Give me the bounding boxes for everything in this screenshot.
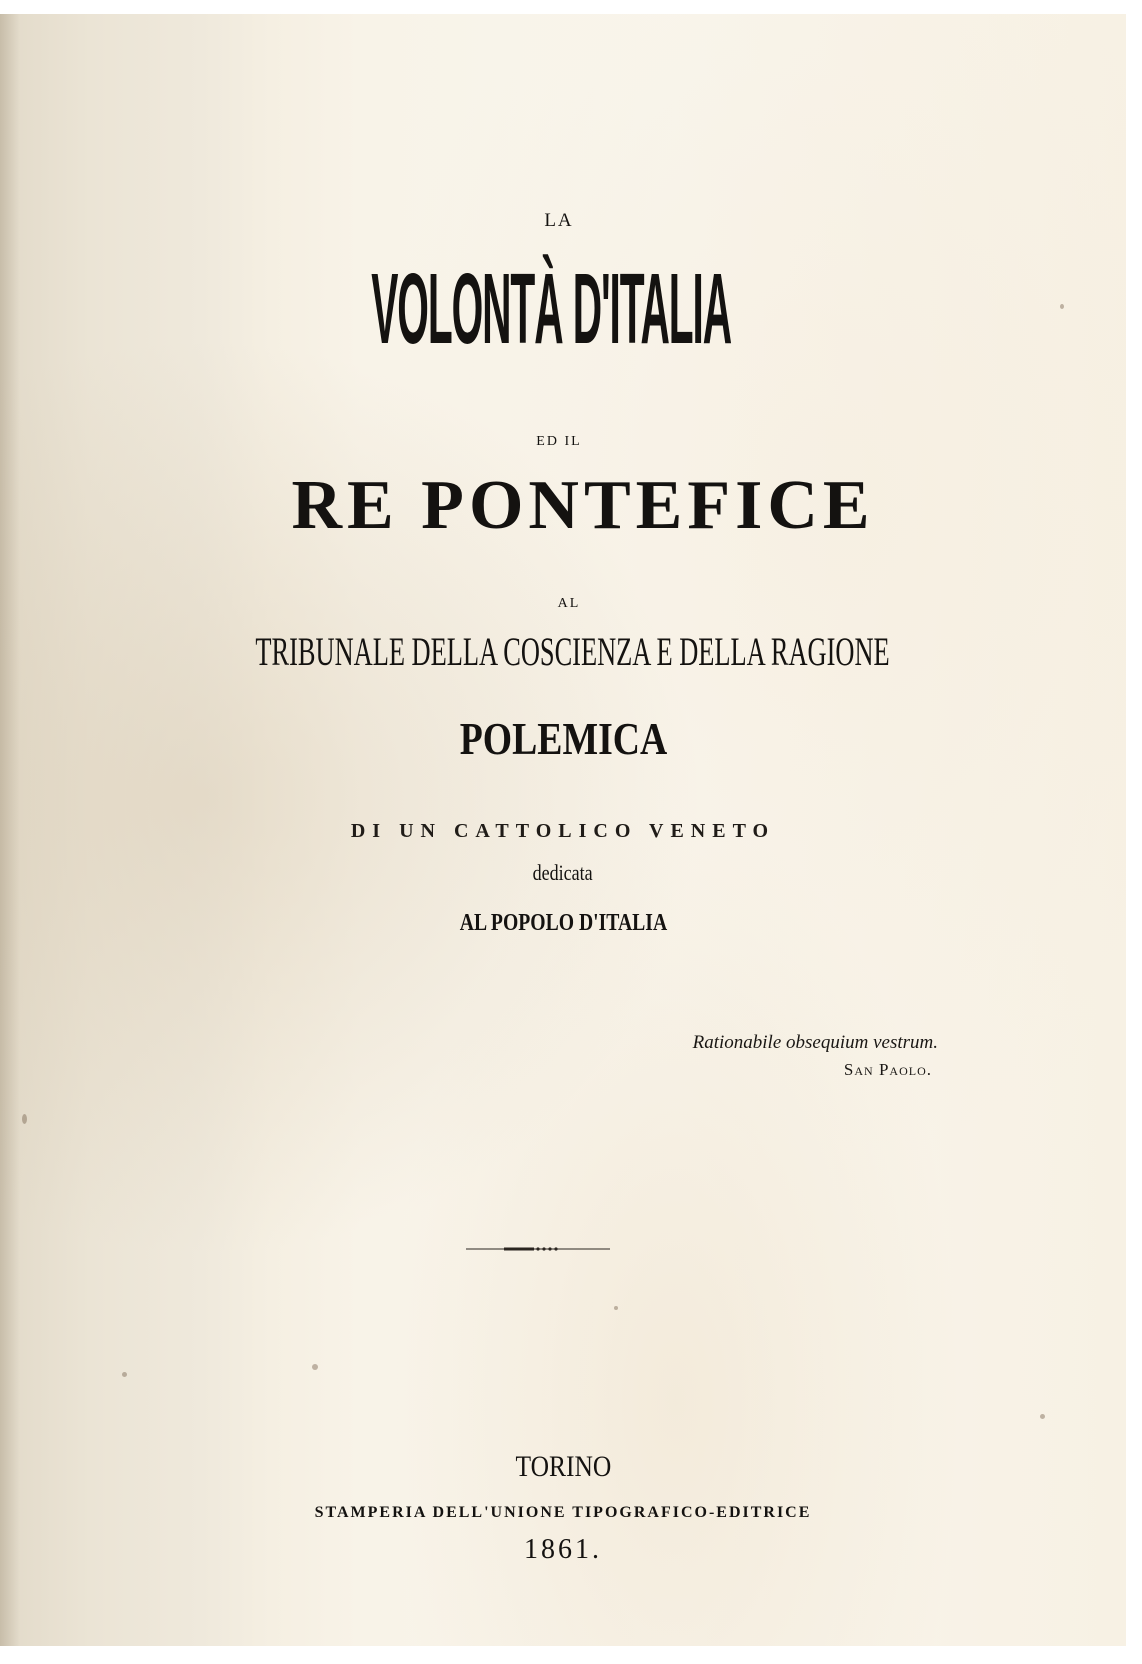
foxing-spot	[1040, 1414, 1045, 1419]
imprint-printer: STAMPERIA DELL'UNIONE TIPOGRAFICO-EDITRICE	[314, 1504, 812, 1521]
conjunction-ed-il: ED IL	[536, 434, 582, 449]
dedicatee-text: AL POPOLO D'ITALIA	[459, 910, 667, 936]
genre-heading	[0, 712, 1126, 765]
foxing-spot	[22, 1114, 27, 1124]
title-page	[0, 14, 1126, 1646]
main-title-part1	[0, 252, 1114, 365]
ornamental-rule	[466, 1246, 610, 1252]
epigraph-quote: Rationabile obsequium vestrum.	[692, 1032, 938, 1053]
foxing-spot	[614, 1306, 618, 1310]
title-article: LA	[544, 210, 574, 231]
main-title-part1-text: VOLONTÀ D'ITALIA	[371, 252, 731, 365]
subtitle-tribunal	[10, 628, 1126, 675]
conjunction-al: AL	[557, 596, 581, 611]
dedication-word-text: dedicata	[532, 860, 594, 885]
author-line: DI UN CATTOLICO VENETO	[350, 820, 776, 842]
subtitle-tribunal-text: TRIBUNALE DELLA COSCIENZA E DELLA RAGIONE	[255, 629, 891, 674]
main-title-part2: RE PONTEFICE	[291, 467, 875, 544]
dedicatee	[0, 910, 1126, 937]
genre-heading-text: POLEMICA	[459, 713, 667, 764]
foxing-spot	[1060, 304, 1064, 309]
foxing-spot	[312, 1364, 318, 1370]
imprint-city	[0, 1450, 1126, 1484]
foxing-spot	[122, 1372, 127, 1377]
epigraph-source: San Paolo.	[843, 1060, 932, 1079]
imprint-year: 1861.	[524, 1534, 602, 1565]
imprint-city-text: TORINO	[515, 1450, 611, 1483]
dedication-word	[0, 860, 1126, 886]
